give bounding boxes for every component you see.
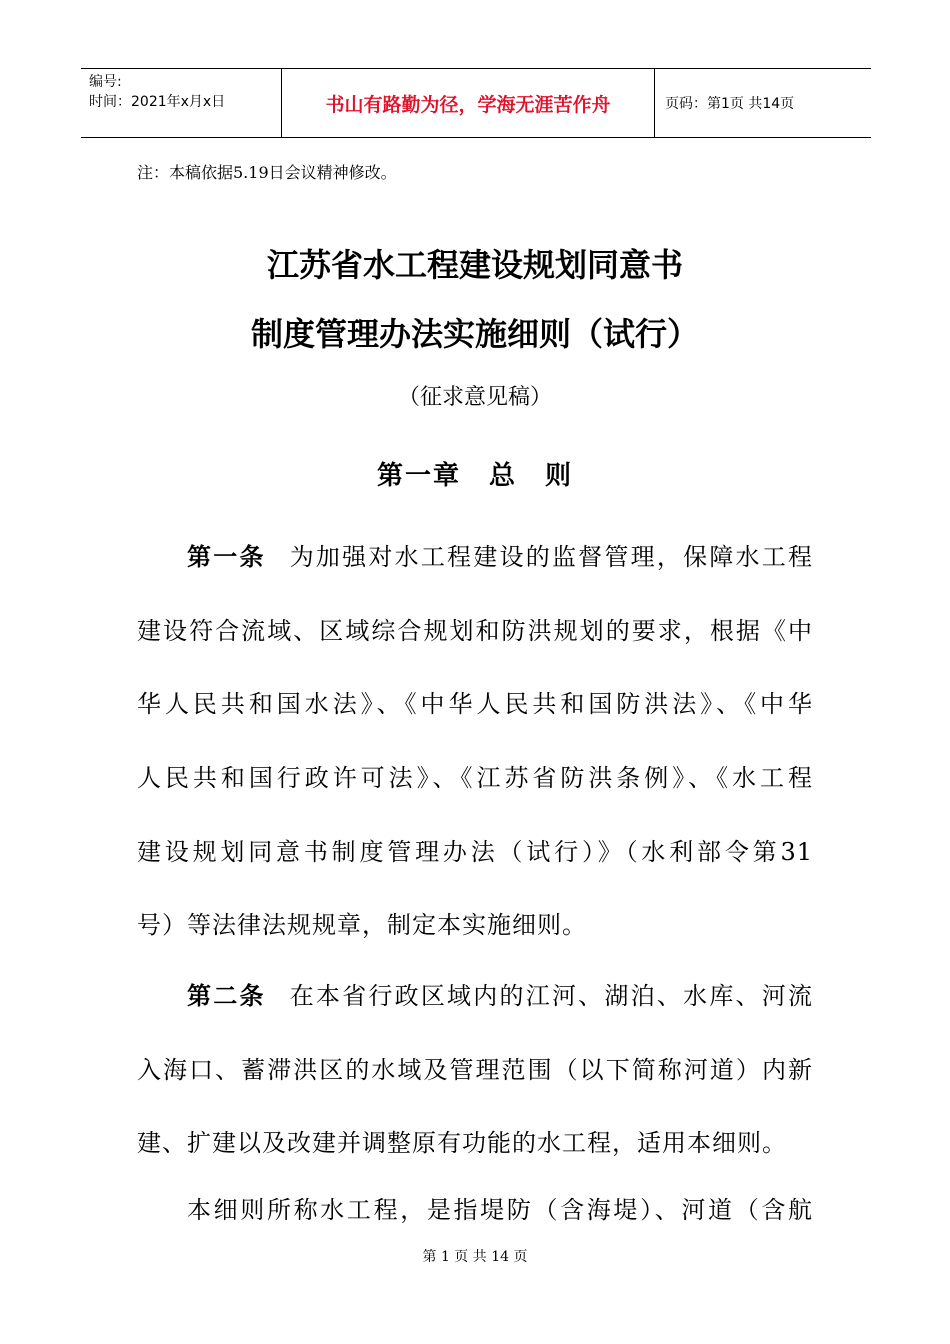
article-2-line-2: 入海口、蓄滞洪区的水域及管理范围（以下简称河道）内新 <box>137 1056 813 1084</box>
article-1-label: 第一条 <box>187 543 266 571</box>
article-1-text: 为加强对水工程建设的监督管理，保障水工程 <box>289 543 814 571</box>
article-1-line-3: 华人民共和国水法》、《中华人民共和国防洪法》、《中华 <box>137 690 813 718</box>
article-2-label: 第二条 <box>187 982 266 1010</box>
document-number-label: 编号: <box>89 74 122 90</box>
document-title-line-1: 江苏省水工程建设规划同意书 <box>266 246 683 284</box>
header-page-info: 页码：第1页 共14页 <box>665 96 795 112</box>
header-meta-cell <box>81 69 282 137</box>
chapter-heading: 第一章 总 则 <box>376 461 573 491</box>
document-time-label: 时间：2021年x月x日 <box>89 94 226 110</box>
article-2-line-1 <box>187 976 813 1011</box>
document-subtitle: （征求意见稿） <box>397 385 552 410</box>
paragraph-3-line-1: 本细则所称水工程，是指堤防（含海堤）、河道（含航 <box>187 1196 813 1224</box>
header-table <box>81 68 871 138</box>
article-2-line-3: 建、扩建以及改建并调整原有功能的水工程，适用本细则。 <box>137 1129 787 1157</box>
article-2-text: 在本省行政区域内的江河、湖泊、水库、河流 <box>289 982 814 1010</box>
article-1-line-2: 建设符合流域、区域综合规划和防洪规划的要求，根据《中 <box>137 617 813 645</box>
article-1-line-6: 号）等法律法规规章，制定本实施细则。 <box>137 911 587 939</box>
document-title-line-2: 制度管理办法实施细则（试行） <box>250 315 699 353</box>
revision-note: 注：本稿依据5.19日会议精神修改。 <box>137 163 397 182</box>
article-1-line-4: 人民共和国行政许可法》、《江苏省防洪条例》、《水工程 <box>137 764 813 792</box>
header-motto: 书山有路勤为径，学海无涯苦作舟 <box>282 69 655 137</box>
article-1-line-5: 建设规划同意书制度管理办法（试行）》（水利部令第31 <box>137 838 813 866</box>
page-footer: 第 1 页 共 14 页 <box>422 1249 528 1265</box>
article-1-line-1 <box>187 537 813 572</box>
